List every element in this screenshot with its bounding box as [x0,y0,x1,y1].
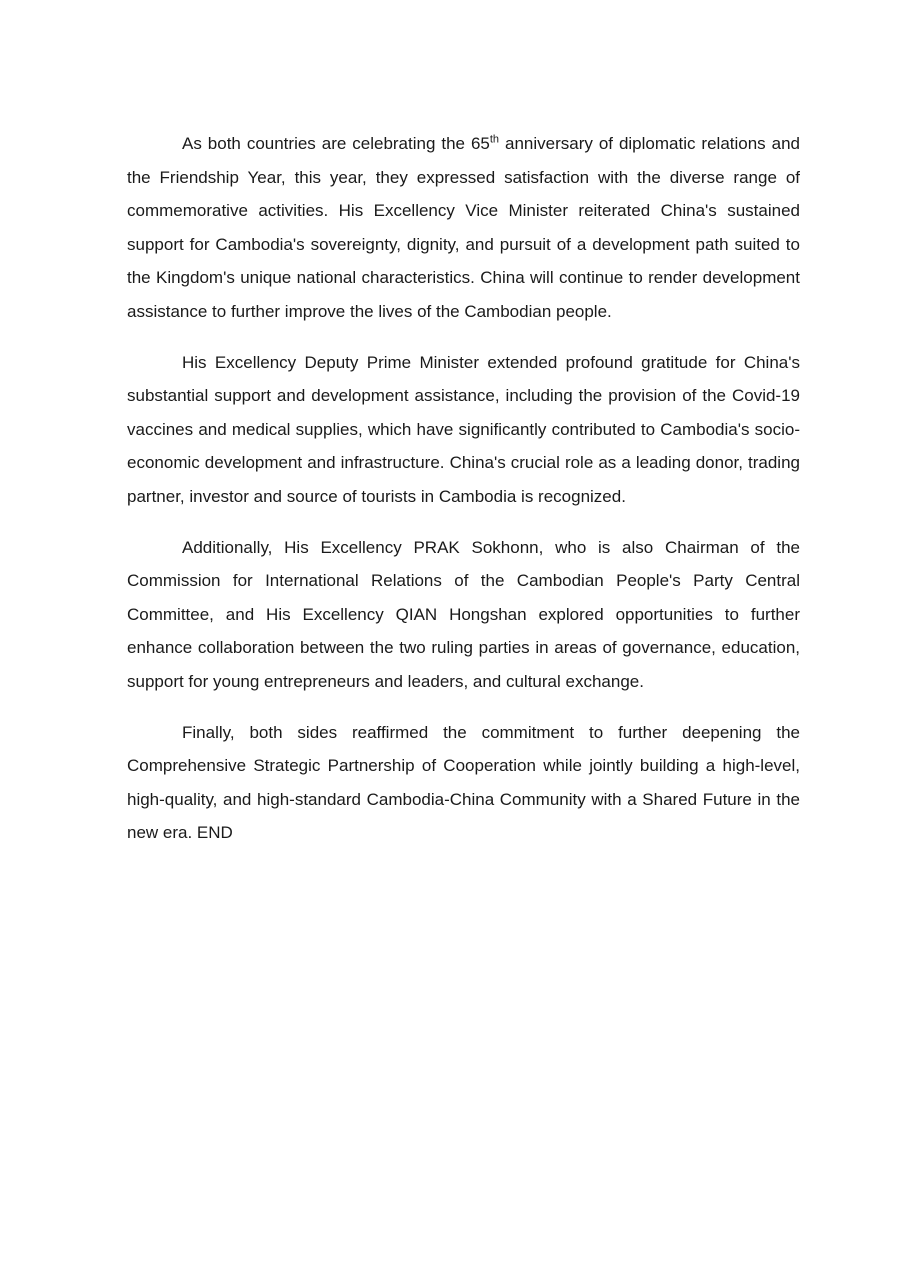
paragraph-conclusion: Finally, both sides reaffirmed the commitment to further deepening the Comprehensive Strategic Partnership of Cooperation while jointly building a high-level, high-quality, and high-standard Cambodia-China Community with a Shared Future in the new era. END [127,722,800,843]
ordinal-suffix: th [489,133,500,146]
document-body [127,127,800,867]
paragraph-anniversary-rest: anniversary of diplomatic relations and the Friendship Year, this year, they expressed satisfaction with the diverse range of commemorative activities. His Excellency Vice Minister reiterated China's sustained support for Cambodia's sovereignty, dignity, and pursuit of a development path suited to the Kingdom's unique national characteristics. China will continue to render development assistance to further improve the lives of the Cambodian people. [127,134,800,321]
paragraph-gratitude: His Excellency Deputy Prime Minister extended profound gratitude for China's substantial support and development assistance, including the provision of the Covid-19 vaccines and medical supplies, which have significantly contributed to Cambodia's socio-economic development and infrastructure. China's crucial role as a leading donor, trading partner, investor and source of tourists in Cambodia is recognized. [127,352,800,506]
paragraph-party-collaboration: Additionally, His Excellency PRAK Sokhonn, who is also Chairman of the Commission for International Relations of the Cambodian People's Party Central Committee, and His Excellency QIAN Hongshan explored opportunities to further enhance collaboration between the two ruling parties in areas of governance, education, support for young entrepreneurs and leaders, and cultural exchange. [127,537,800,691]
paragraph-anniversary [127,127,800,329]
paragraph-anniversary-start: As both countries are celebrating the 65 [182,134,490,153]
